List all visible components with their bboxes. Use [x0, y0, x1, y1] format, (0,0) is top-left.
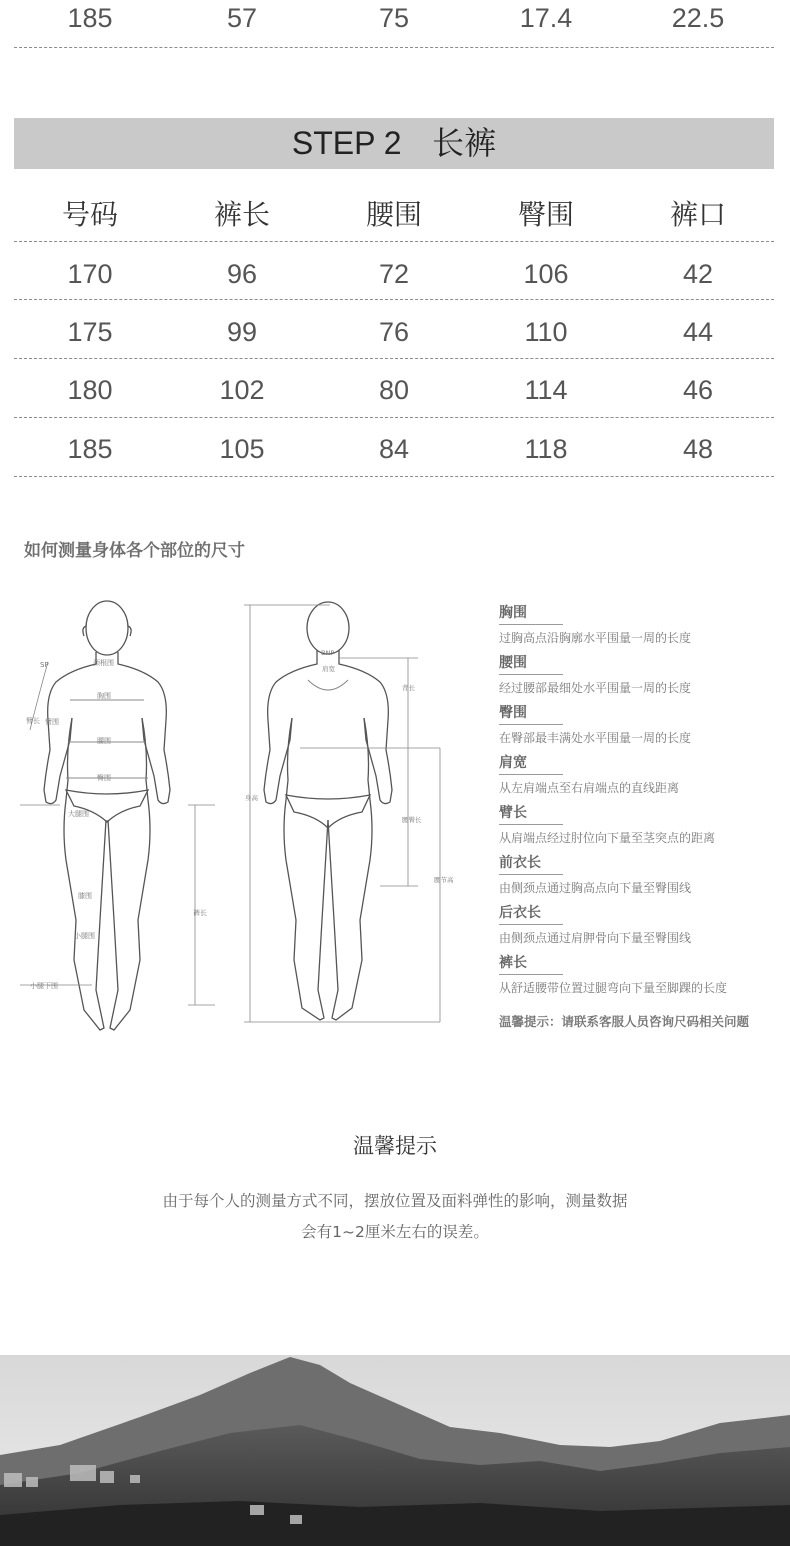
- table-cell: 96: [226, 259, 258, 289]
- table-cell: 106: [523, 259, 569, 289]
- table-cell: 84: [378, 434, 410, 464]
- legend-term: 裤长: [499, 955, 527, 971]
- diagram-label: 膝围: [78, 892, 92, 900]
- table-row: [14, 259, 774, 290]
- legend-item: [499, 952, 784, 1002]
- table-cell: 72: [378, 259, 410, 289]
- legend-desc: 在臀部最丰满处水平围量一周的长度: [499, 731, 692, 745]
- row-divider: [14, 299, 774, 300]
- diagram-label: 肩宽: [322, 665, 335, 673]
- size-help-tip: 温馨提示：请联系客服人员咨询尺码相关问题: [499, 1014, 750, 1029]
- table-header-size: 号码: [61, 198, 118, 231]
- table-cell: 118: [524, 434, 568, 464]
- table-cell: 99: [226, 317, 258, 347]
- table-cell: 180: [67, 375, 113, 405]
- diagram-label: SP: [40, 661, 49, 669]
- diagram-label: 身高: [245, 794, 258, 802]
- legend-underline: [499, 624, 563, 625]
- legend-underline: [499, 874, 563, 875]
- row-divider: [14, 47, 774, 48]
- table-cell: 44: [682, 317, 714, 347]
- legend-desc: 从左肩端点至右肩端点的直线距离: [499, 781, 680, 795]
- diagram-label: 大腿围: [68, 810, 89, 818]
- table-cell: 22.5: [671, 3, 725, 33]
- diagram-label: 臀围: [97, 774, 111, 782]
- legend-item: [499, 702, 784, 752]
- size-table-prev-row: [14, 3, 774, 34]
- legend-term: 后衣长: [499, 905, 541, 921]
- step-label: STEP 2: [291, 125, 402, 161]
- legend-item: [499, 752, 784, 802]
- table-header-hip: 臀围: [517, 198, 574, 231]
- table-cell: 57: [226, 3, 258, 33]
- notice-title: 温馨提示: [353, 1134, 437, 1158]
- table-cell: 75: [378, 3, 410, 33]
- table-cell: 46: [682, 375, 714, 405]
- legend-desc: 经过腰部最细处水平围量一周的长度: [499, 681, 692, 695]
- table-header-waist: 腰围: [365, 198, 422, 231]
- diagram-label: 颈根围: [93, 659, 114, 667]
- legend-desc: 从舒适腰带位置过腿弯向下量至脚踝的长度: [499, 981, 728, 995]
- body-measurement-diagram: [0, 590, 490, 1040]
- legend-underline: [499, 724, 563, 725]
- step-title: 长裤: [432, 124, 497, 162]
- notice-line: 由于每个人的测量方式不同，摆放位置及面料弹性的影响，测量数据: [162, 1192, 628, 1210]
- legend-underline: [499, 774, 563, 775]
- row-divider: [14, 241, 774, 242]
- legend-item: [499, 852, 784, 902]
- table-row: [14, 434, 774, 465]
- diagram-label: 腰节高: [434, 876, 454, 884]
- diagram-label: 臂围: [45, 718, 59, 726]
- table-cell: 102: [219, 375, 265, 405]
- table-cell: 175: [67, 317, 113, 347]
- legend-underline: [499, 924, 563, 925]
- diagram-label: 腰围: [97, 737, 111, 745]
- table-cell: 76: [378, 317, 410, 347]
- legend-term: 臀围: [499, 705, 527, 721]
- legend-item: [499, 902, 784, 952]
- notice-body: [0, 1186, 790, 1248]
- measure-legend: [499, 602, 784, 1002]
- table-cell: 42: [682, 259, 714, 289]
- diagram-label: 背长: [402, 684, 415, 692]
- legend-term: 肩宽: [499, 755, 527, 771]
- table-header-length: 裤长: [213, 198, 270, 231]
- legend-underline: [499, 974, 563, 975]
- diagram-label: 胸围: [97, 692, 111, 700]
- legend-desc: 从肩端点经过肘位向下量至茎突点的距离: [499, 831, 716, 845]
- table-cell: 170: [67, 259, 113, 289]
- table-cell: 110: [524, 317, 568, 347]
- legend-underline: [499, 824, 563, 825]
- table-row: [14, 317, 774, 348]
- row-divider: [14, 358, 774, 359]
- row-divider: [14, 417, 774, 418]
- table-cell: 48: [682, 434, 714, 464]
- table-row: [14, 375, 774, 406]
- legend-term: 臂长: [499, 805, 527, 821]
- legend-term: 腰围: [499, 655, 527, 671]
- legend-term: 前衣长: [499, 855, 541, 871]
- table-header-hem: 裤口: [669, 198, 726, 231]
- diagram-label: 小腿围: [74, 932, 95, 940]
- table-cell: 17.4: [519, 3, 573, 33]
- diagram-label: 腰臀长: [402, 816, 422, 824]
- notice-line: 会有1~2厘米左右的误差。: [301, 1223, 489, 1241]
- table-cell: 185: [67, 3, 113, 33]
- diagram-label: 小腿下围: [30, 982, 58, 990]
- diagram-label: 裤长: [193, 909, 207, 917]
- row-divider: [14, 476, 774, 477]
- table-cell: 114: [524, 375, 568, 405]
- diagram-label: BNP: [321, 649, 335, 657]
- diagram-label: 臂长: [26, 717, 40, 725]
- legend-item: [499, 802, 784, 852]
- legend-item: [499, 652, 784, 702]
- table-cell: 105: [219, 434, 265, 464]
- table-cell: 80: [378, 375, 410, 405]
- legend-desc: 由侧颈点通过肩胛骨向下量至臀围线: [499, 931, 692, 945]
- pants-table-header: [14, 193, 774, 233]
- legend-item: [499, 602, 784, 652]
- legend-underline: [499, 674, 563, 675]
- measure-guide-title: 如何测量身体各个部位的尺寸: [24, 541, 245, 561]
- legend-desc: 由侧颈点通过胸高点向下量至臀围线: [499, 881, 692, 895]
- step2-title-bar: [14, 118, 774, 169]
- table-cell: 185: [67, 434, 113, 464]
- legend-desc: 过胸高点沿胸廓水平围量一周的长度: [499, 631, 692, 645]
- mountain-landscape-image: [0, 1355, 790, 1546]
- legend-term: 胸围: [499, 605, 527, 621]
